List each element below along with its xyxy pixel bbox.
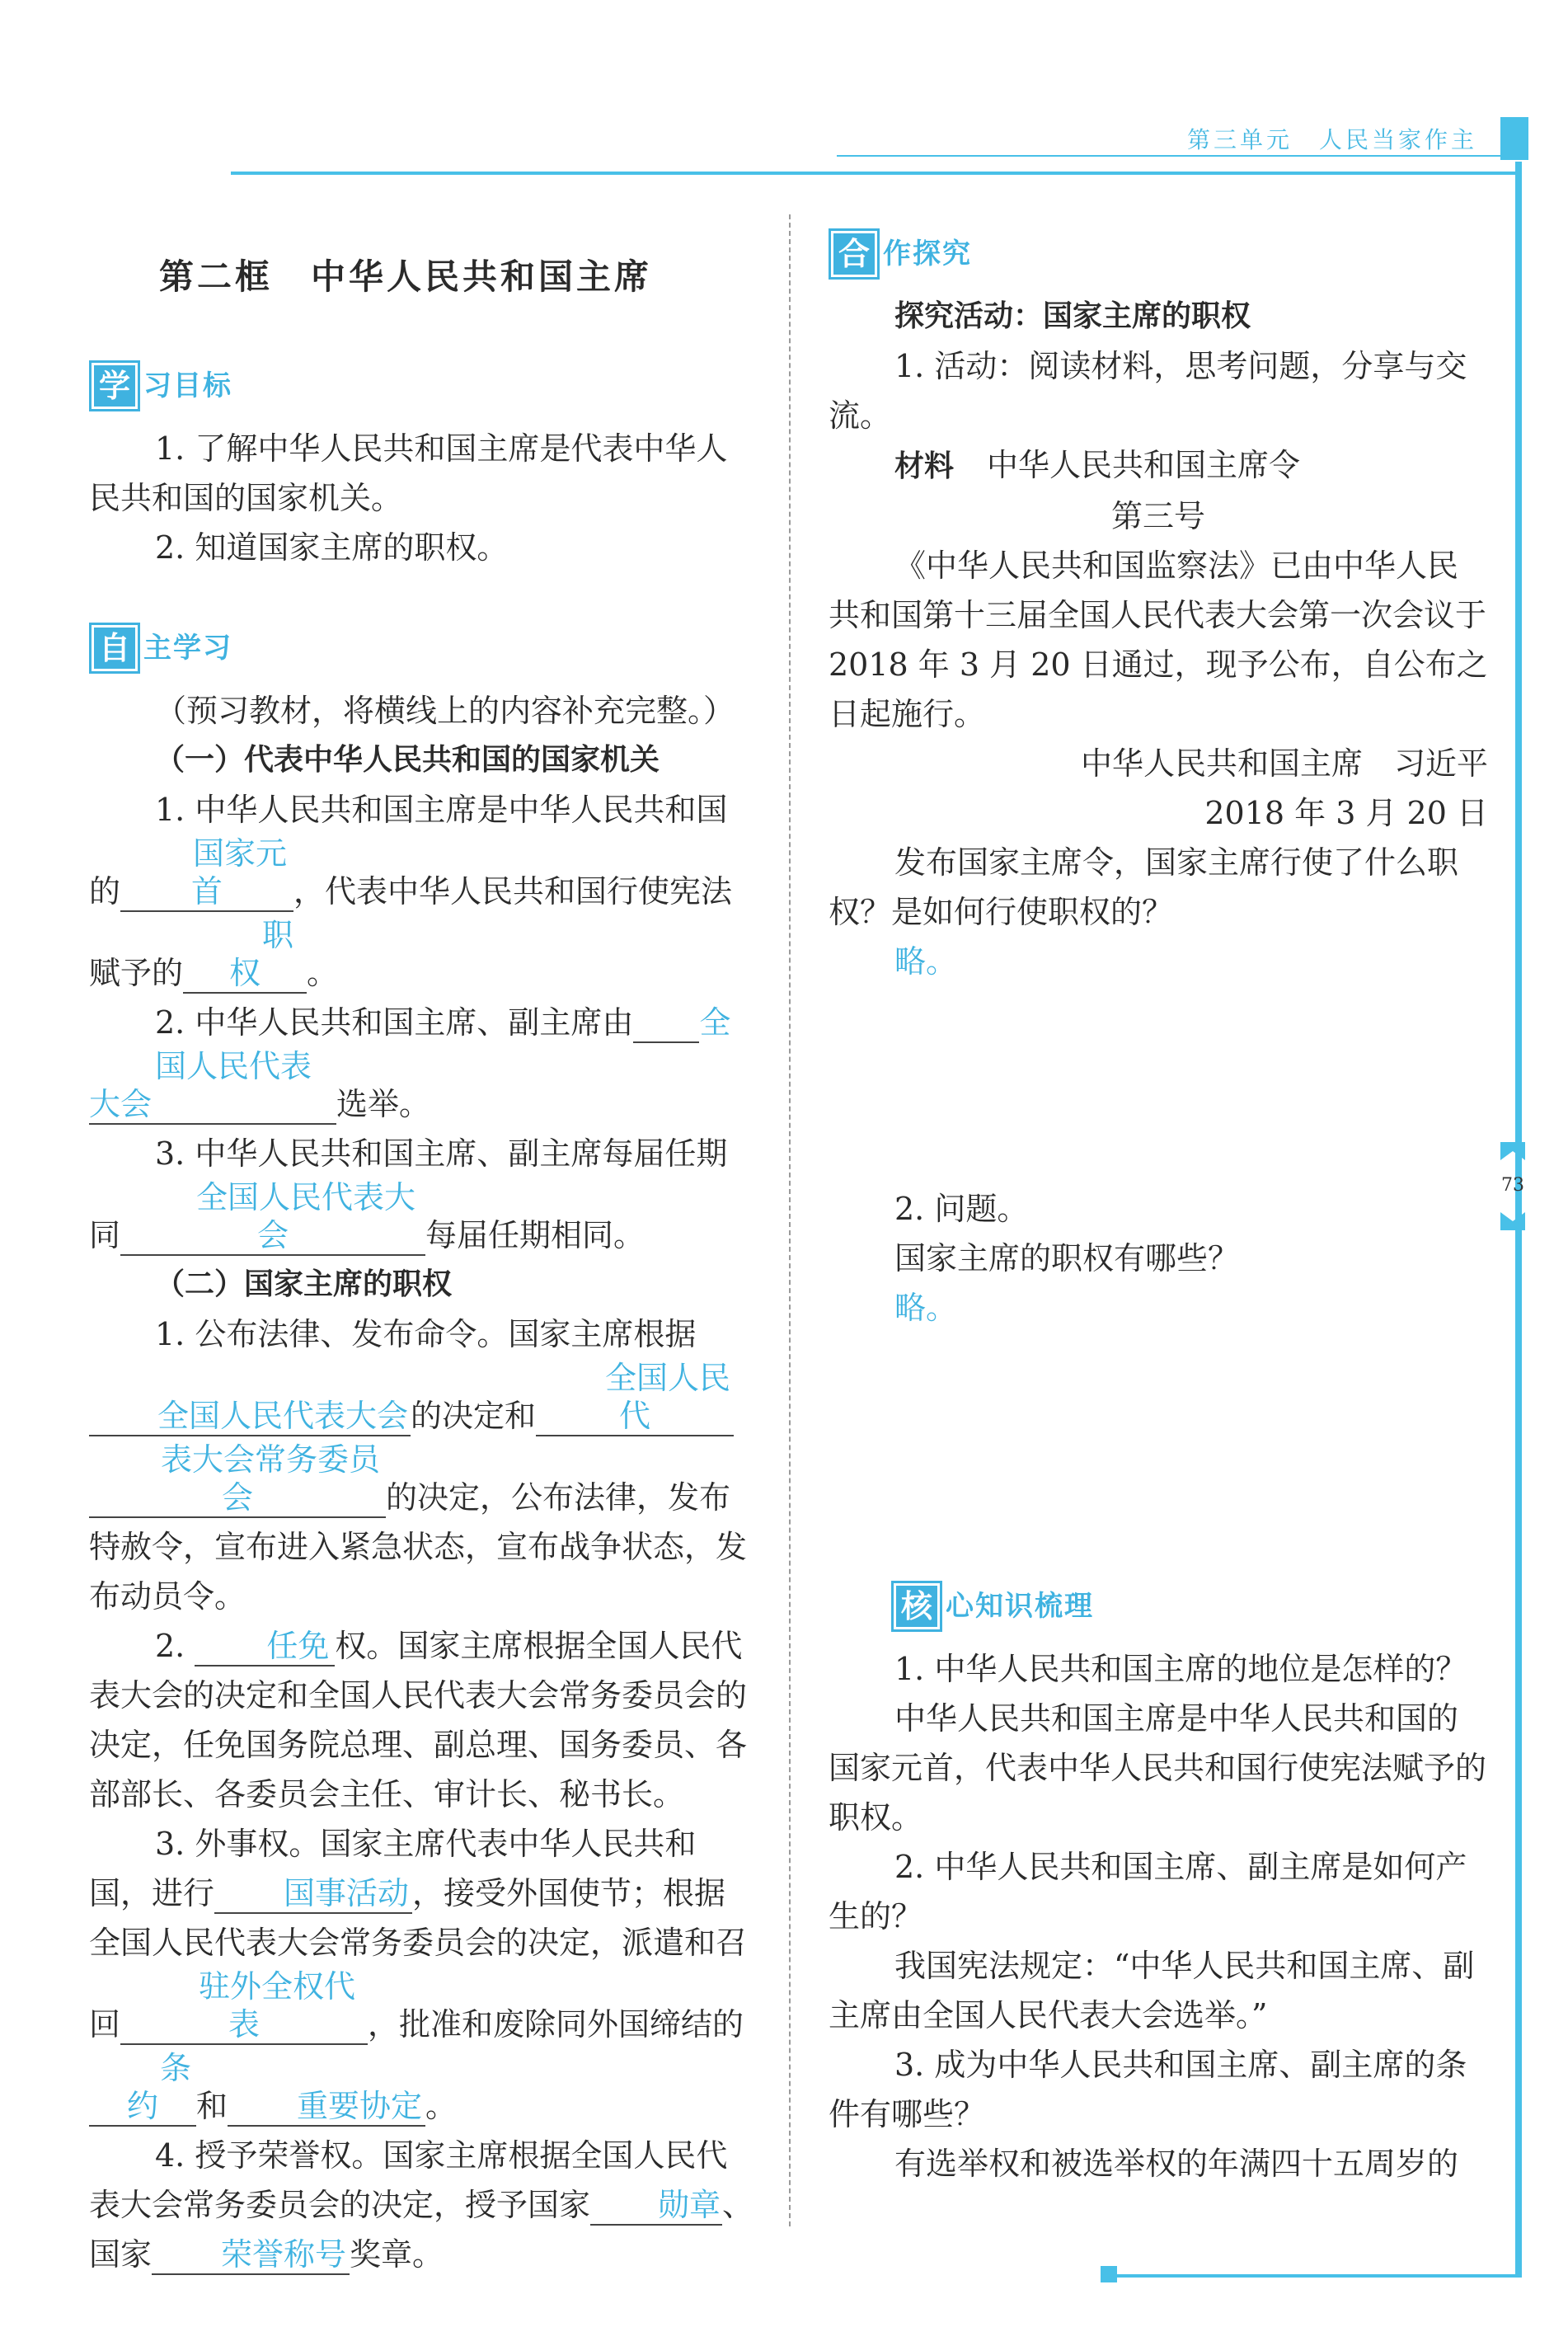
text: 。 [307,955,339,991]
header-rule [231,172,1521,175]
knowledge-q2: 2. 中华人民共和国主席、副主席是如何产生的？ [829,1849,1467,1934]
knowledge-a2: 我国宪法规定：“中华人民共和国主席、副主席由全国人民代表大会选举。” [829,1948,1475,2033]
section-heading-learning-goals [89,360,755,412]
header-rule-thin [837,155,1521,157]
goal-1: 1. 了解中华人民共和国主席是代表中华人民共和国的国家机关。 [89,430,728,516]
running-head: 第三单元 人民当家作主 [1186,126,1477,153]
answer-blank: 荣誉称号 [152,2235,350,2275]
section-badge: 自 [89,623,140,674]
section-heading-text: 习目标 [143,369,232,402]
text: 的决定和 [411,1398,537,1434]
item-2-2 [89,1621,755,1819]
page-marker-bottom [1500,1212,1525,1230]
text: 4. 授予荣誉权。国家主席根据全国人民代表大会常务委员会的决定，授予国家 [89,2137,728,2223]
question-1: 发布国家主席令，国家主席行使了什么职权？是如何行使职权的？ [829,844,1459,930]
text: 3. 外事权。国家主席代表中华人民共和国，进行 [89,1826,697,1911]
answer-blank: 国人民代表大会 [89,1047,336,1125]
text: 1. 公布法律、发布命令。国家主席根据 [155,1316,697,1352]
text: 的决定，公布法律，发布特赦令，宣布进入紧急状态，宣布战争状态，发布动员令。 [89,1479,748,1615]
item-1-1 [89,785,755,998]
text: 选举。 [336,1086,431,1122]
text: ，批准和废除同外国缔结的 [368,2006,744,2043]
answer-blank: 条约 [89,2049,196,2127]
answer-blank: 国家元首 [120,834,293,912]
material-heading [829,440,1488,491]
subheading-1: （一）代表中华人民共和国的国家机关 [155,743,660,777]
item-2-3 [89,1819,755,2131]
answer-blank: 国事活动 [214,1874,412,1914]
text: 1. 中华人民共和国主席是中华人民共和国的 [89,792,728,910]
instruction: （预习教材，将横线上的内容补充完整。） [155,693,735,729]
goal-2: 2. 知道国家主席的职权。 [155,529,509,566]
answer-blank: 任免 [195,1627,335,1667]
text: 3. 中华人民共和国主席、副主席每届任期同 [89,1135,728,1253]
answer-blank: 勋章 [590,2186,722,2226]
bottom-rail [1109,2274,1522,2278]
answer-1: 略。 [894,943,958,980]
subheading-2: （二）国家主席的职权 [155,1267,453,1301]
item-2-1 [89,1309,755,1621]
bottom-square-marker [1101,2266,1117,2282]
section-heading-cooperation [829,228,1488,280]
section-badge: 核 [891,1581,942,1632]
signer: 中华人民共和国主席 习近平 [1080,745,1488,782]
text: ，代表中华人民共和国行使宪法赋予的 [89,873,733,991]
text: 。 [425,2088,458,2124]
section-heading-text: 心知识梳理 [946,1590,1094,1623]
section-heading-text: 作探究 [883,237,972,270]
answer-blank: 职权 [183,916,307,994]
text: 和 [196,2088,228,2124]
page-marker-top [1500,1142,1525,1160]
knowledge-q3: 3. 成为中华人民共和国主席、副主席的条件有哪些？ [829,2047,1467,2132]
activity-step-1: 1. 活动：阅读材料，思考问题，分享与交流。 [829,348,1467,434]
question-2: 国家主席的职权有哪些？ [894,1240,1240,1276]
section-heading-self-study [89,622,755,675]
activity-step-2: 2. 问题。 [894,1191,1029,1227]
answer-blank: 全国人民代表大会 [89,1397,411,1436]
answer-blank: 全国人民代表大会 [120,1178,425,1256]
knowledge-a1: 中华人民共和国主席是中华人民共和国的国家元首，代表中华人民共和国行使宪法赋予的职权。 [829,1700,1487,1836]
right-column [829,216,1488,2188]
page-number: 73 [1501,1175,1524,1196]
answer-blank: 重要协定 [228,2087,425,2127]
section-badge: 合 [829,228,880,280]
order-number: 第三号 [1110,498,1205,534]
knowledge-a3: 有选举权和被选举权的年满四十五周岁的 [894,2146,1459,2182]
section-badge: 学 [89,360,140,411]
answer-blank: 驻外全权代表 [120,1967,368,2045]
item-1-3 [89,1129,755,1260]
column-divider [789,214,791,2226]
text: 2. [155,1628,195,1664]
answer-2: 略。 [894,1290,958,1326]
header-tab-marker [1500,117,1528,160]
decree-date: 2018 年 3 月 20 日 [1204,795,1488,831]
text: 、国家 [89,2187,754,2273]
text: 每届任期相同。 [425,1217,646,1253]
decree-text: 《中华人民共和国监察法》已由中华人民共和国第十三届全国人民代表大会第一次会议于2018 年 3 月 20 日通过，现予公布，自公布之日起施行。 [829,548,1488,732]
knowledge-q1: 1. 中华人民共和国主席的地位是怎样的？ [894,1651,1467,1687]
section-heading-text: 主学习 [143,632,232,665]
answer-blank: 全国人民代 [536,1359,734,1436]
material-title: 中华人民共和国主席令 [987,447,1301,483]
left-column [89,252,755,2279]
text: 权。国家主席根据全国人民代表大会的决定和全国人民代表大会常务委员会的决定，任免国务院总理、副总理、国务委员、各部部长、各委员会主任、审计长、秘书长。 [89,1628,748,1812]
answer-blank: 表大会常务委员会 [89,1441,386,1518]
lesson-title: 第二框 中华人民共和国主席 [158,256,652,297]
text: 奖章。 [350,2236,444,2273]
text: ，接受外国使节；根据全国人民代表大会常务委员会的决定，派遣和召回 [89,1875,748,2043]
activity-title: 探究活动：国家主席的职权 [894,299,1251,333]
item-2-4 [89,2131,755,2279]
text: 2. 中华人民共和国主席、副主席由 [155,1004,634,1041]
item-1-2 [89,998,755,1129]
answer-blank: 全 [633,1004,699,1043]
section-heading-core-knowledge [891,1580,1488,1633]
material-label: 材料 [894,449,955,483]
